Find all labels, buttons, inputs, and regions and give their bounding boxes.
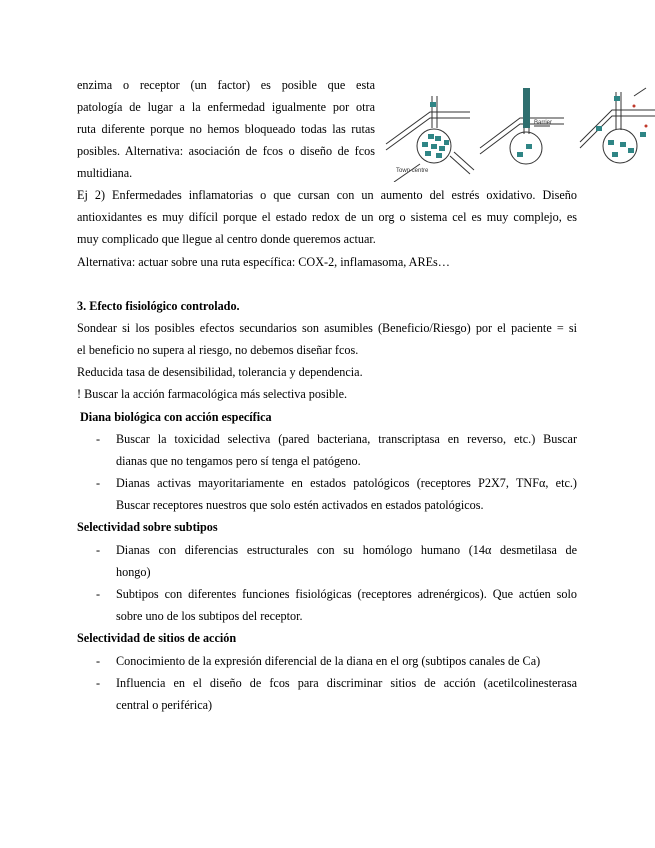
subtipos-item-2-line-2: sobre uno de los subtipos del receptor. xyxy=(116,609,303,623)
subtipos-heading: Selectividad sobre subtipos xyxy=(77,520,218,534)
example2-alternative: Alternativa: actuar sobre una ruta específica: COX-2, inflamasoma, AREs… xyxy=(77,255,450,269)
intro-line-4: posibles. Alternativa: asociación de fcos o diseño de fcos xyxy=(77,144,375,158)
subtipos-item-2-line-1: Subtipos con diferentes funciones fisiológicas (receptores adrenérgicos). Que actúen solo xyxy=(116,587,577,601)
town-centre-diagram xyxy=(384,86,655,182)
bullet-dash: - xyxy=(96,587,101,601)
sitios-item-2-line-2: central o periférica) xyxy=(116,698,213,712)
sitios-item-1-line-1: Conocimiento de la expresión diferencial de la diana en el org (subtipos canales de Ca) xyxy=(116,654,541,668)
section3-title: 3. Efecto fisiológico controlado. xyxy=(77,299,240,313)
sitios-item-2-line-1: Influencia en el diseño de fcos para discriminar sitios de acción (acetilcolinesterasa xyxy=(116,676,577,690)
diana-item-2-line-1: Dianas activas mayoritariamente en estados patológicos (receptores P2X7, TNFα, etc.) xyxy=(116,476,577,490)
section3-line-3: Reducida tasa de desensibilidad, tolerancia y dependencia. xyxy=(77,365,363,379)
subtipos-item-1-line-1: Dianas con diferencias estructurales con su homólogo humano (14α desmetilasa de xyxy=(116,543,577,557)
intro-line-3: ruta diferente porque no hemos bloqueado todas las rutas xyxy=(77,122,375,136)
diana-item-2-line-2: Buscar receptores nuestros que solo estén activados en estados patológicos. xyxy=(116,498,484,512)
section3-line-1: Sondear si los posibles efectos secundarios son asumibles (Beneficio/Riesgo) por el paciente = si xyxy=(77,321,577,335)
example2-line-2: antioxidantes es muy difícil porque el estado redox de un org o sistema cel es muy complejo, es xyxy=(77,210,577,224)
diana-item-1-line-1: Buscar la toxicidad selectiva (pared bacteriana, transcriptasa en reverso, etc.) Buscar xyxy=(116,432,577,446)
barrier-stack xyxy=(523,88,530,128)
molecule-cluster xyxy=(422,102,449,158)
section3-line-4: ! Buscar la acción farmacológica más selectiva posible. xyxy=(77,387,348,401)
bullet-dash: - xyxy=(96,543,101,557)
bullet-dash: - xyxy=(96,476,101,490)
example2-line-3: muy complicado que llegue al centro donde queremos actuar. xyxy=(77,232,376,246)
intro-line-5: multidiana. xyxy=(77,166,133,180)
sitios-heading: Selectividad de sitios de acción xyxy=(77,631,237,645)
bullet-dash: - xyxy=(96,676,101,690)
section3-line-2: el beneficio no supera al riesgo, no debemos diseñar fcos. xyxy=(77,343,359,357)
intro-line-1: enzima o receptor (un factor) es posible que esta xyxy=(77,78,375,92)
diana-heading: Diana biológica con acción específica xyxy=(80,410,272,424)
intro-line-2: patología de lugar a la enfermedad igualmente por otra xyxy=(77,100,375,114)
subtipos-item-1-line-2: hongo) xyxy=(116,565,151,579)
bullet-dash: - xyxy=(96,654,101,668)
bullet-dash: - xyxy=(96,432,101,446)
town-label-1: Town centre xyxy=(396,168,429,174)
example2-line-1: Ej 2) Enfermedades inflamatorias o que cursan con un aumento del estrés oxidativo. Diseño xyxy=(77,188,577,202)
barrier-label: Barrier xyxy=(534,120,553,126)
diana-item-1-line-2: dianas que no tengamos pero sí tenga el patógeno. xyxy=(116,454,361,468)
